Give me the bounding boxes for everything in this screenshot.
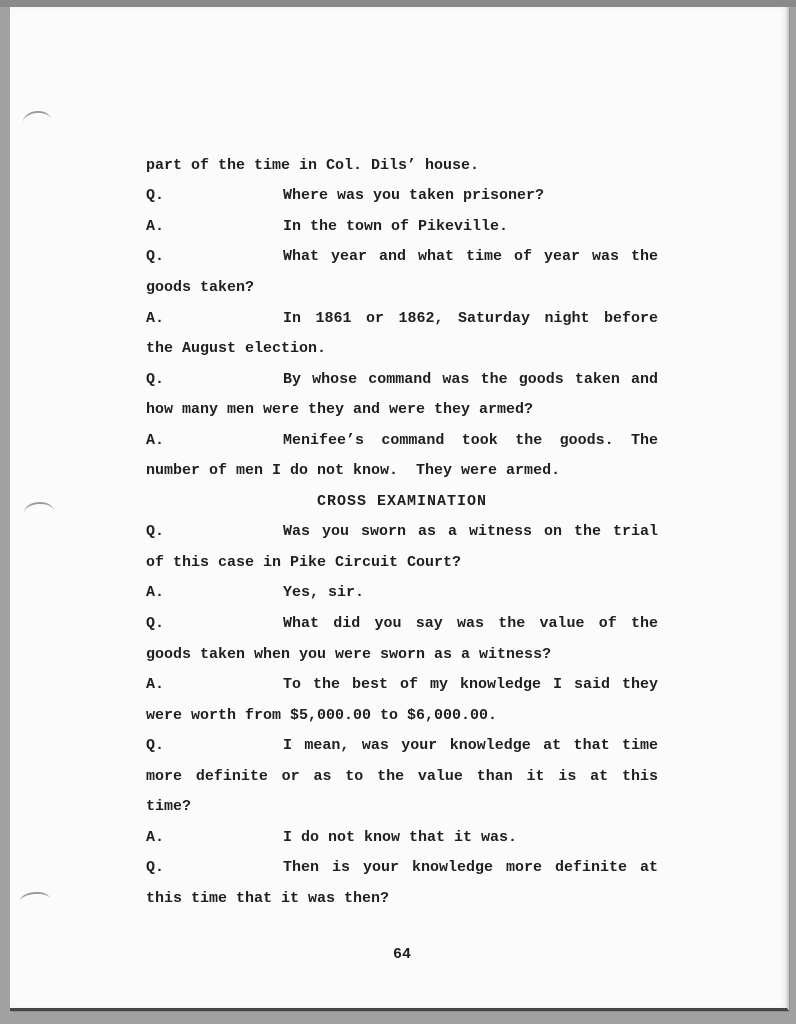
line-text: time? [146,798,192,816]
speaker-label: A. [146,431,165,449]
line-text: how many men were they and were they armed? [146,401,534,419]
line-text: CROSS EXAMINATION [316,492,488,510]
continuation-line [146,700,658,731]
line-text: this time that it was then? [146,889,390,907]
continuation-line [146,547,658,578]
qa-line [146,242,658,273]
speaker-label: Q. [146,737,165,755]
qa-line [146,181,658,212]
continuation-line [146,272,658,303]
speaker-label: A. [146,584,165,602]
continuation-line [146,455,658,486]
continuation-line [146,150,658,181]
page-number: 64 [392,946,411,963]
line-text: were worth from $5,000.00 to $6,000.00. [146,706,498,724]
qa-line [146,730,658,761]
line-text: of this case in Pike Circuit Court? [146,553,462,571]
speaker-label: A. [146,828,165,846]
speaker-label: Q. [146,523,165,541]
qa-line [146,669,658,700]
continuation-line [146,883,658,914]
line-text: By whose command was the goods taken and [283,370,658,388]
qa-line [146,211,658,242]
continuation-line [146,761,658,792]
qa-line [146,364,658,395]
line-text: What year and what time of year was the [283,248,658,266]
qa-line [146,578,658,609]
speaker-label: Q. [146,859,165,877]
line-text: Then is your knowledge more definite at [283,859,658,877]
line-text: What did you say was the value of the [283,614,658,632]
line-text: Was you sworn as a witness on the trial [283,523,658,541]
line-text: number of men I do not know. They were armed. [146,462,561,480]
line-text: more definite or as to the value than it is at this [146,767,658,785]
qa-line [146,425,658,456]
qa-line [146,517,658,548]
speaker-label: Q. [146,370,165,388]
qa-line [146,303,658,334]
line-text: Where was you taken prisoner? [283,187,545,205]
line-text: goods taken when you were sworn as a witness? [146,645,552,663]
line-text: Menifee’s command took the goods. The [283,431,658,449]
line-text: I mean, was your knowledge at that time [283,737,658,755]
line-text: I do not know that it was. [283,828,518,846]
continuation-line [146,791,658,822]
line-text: the August election. [146,340,327,358]
speaker-label: A. [146,676,165,694]
line-text: goods taken? [146,278,255,296]
line-text: In 1861 or 1862, Saturday night before [283,309,658,327]
line-text: To the best of my knowledge I said they [283,676,658,694]
line-text: Yes, sir. [283,584,365,602]
continuation-line [146,394,658,425]
qa-line [146,608,658,639]
scanner-background-strip [0,0,796,7]
qa-line [146,853,658,884]
line-text: In the town of Pikeville. [283,217,509,235]
speaker-label: Q. [146,187,165,205]
continuation-line [146,333,658,364]
section-heading [146,486,658,517]
document-page [10,7,789,1011]
speaker-label: A. [146,217,165,235]
punch-hole-mark [19,891,50,910]
continuation-line [146,639,658,670]
line-text: part of the time in Col. Dils’ house. [146,156,480,174]
transcript-body [146,150,658,914]
speaker-label: Q. [146,614,165,632]
punch-hole-mark [23,501,54,523]
speaker-label: Q. [146,248,165,266]
speaker-label: A. [146,309,165,327]
qa-line [146,822,658,853]
punch-hole-mark [22,110,52,133]
